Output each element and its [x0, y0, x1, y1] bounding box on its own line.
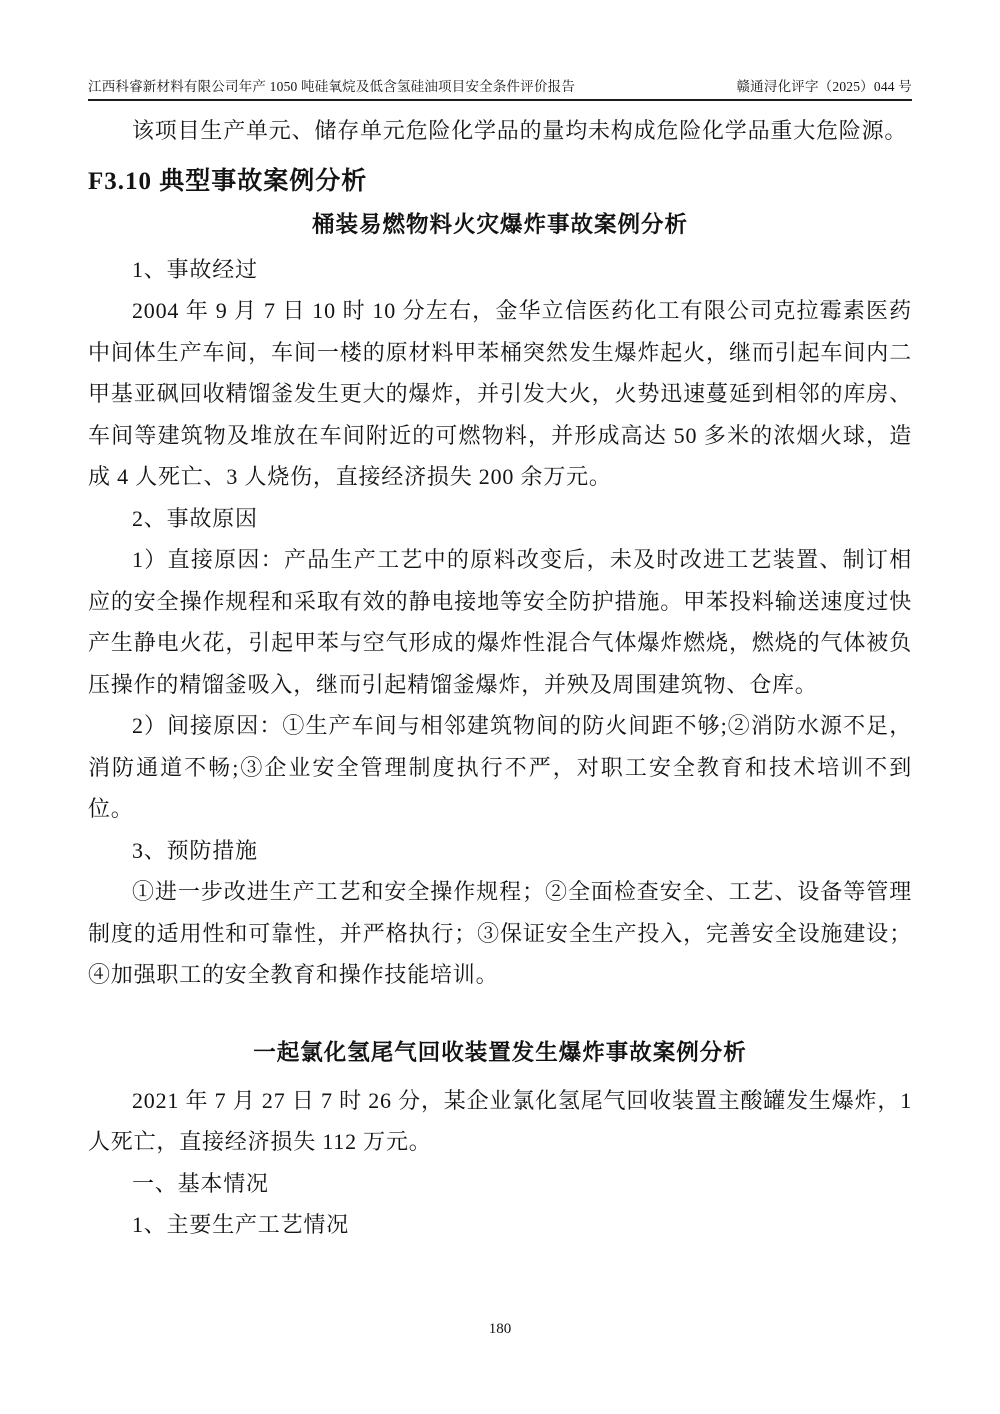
case1-accident-course-label: 1、事故经过 [132, 256, 258, 282]
case1-direct-cause-text: 1）直接原因：产品生产工艺中的原料改变后，未及时改进工艺装置、制订相应的安全操作规程和采取有效的静电接地等安全防护措施。甲苯投料输送速度过快产生静电火花，引起甲苯与空气形成的爆炸性混合气体爆炸燃烧，燃烧的气体被负压操作的精馏釜吸入，继而引起精馏釜爆炸，并殃及周围建筑物、仓库。 [88, 547, 912, 697]
case1-prevention-text: ①进一步改进生产工艺和安全操作规程；②全面检查安全、工艺、设备等管理制度的适用性和可靠性，并严格执行；③保证安全生产投入，完善安全设施建设；④加强职工的安全教育和操作技能培训。 [88, 879, 912, 987]
document-body [88, 110, 912, 1246]
case2-process-label: 1、主要生产工艺情况 [132, 1212, 350, 1237]
header-left-title: 江西科睿新材料有限公司年产 1050 吨硅氧烷及低含氢硅油项目安全条件评价报告 [88, 79, 576, 94]
case1-indirect-cause-text: 2）间接原因：①生产车间与相邻建筑物间的防火间距不够;②消防水源不足，消防通道不畅;③企业安全管理制度执行不严，对职工安全教育和技术培训不到位。 [88, 713, 912, 821]
case2-intro-text: 2021 年 7 月 27 日 7 时 26 分，某企业氯化氢尾气回收装置主酸罐发生爆炸，1 人死亡，直接经济损失 112 万元。 [88, 1087, 912, 1154]
case2-title: 一起氯化氢尾气回收装置发生爆炸事故案例分析 [253, 1039, 747, 1065]
header-right-title: 赣通浔化评字（2025）044 号 [736, 79, 912, 94]
case1-title: 桶装易燃物料火灾爆炸事故案例分析 [311, 211, 688, 237]
case1-accident-course-text: 2004 年 9 月 7 日 10 时 10 分左右，金华立信医药化工有限公司克拉霉素医药中间体生产车间，车间一楼的原材料甲苯桶突然发生爆炸起火，继而引起车间内二甲基亚砜回收精馏釜发生更大的爆炸，并引发大火，火势迅速蔓延到相邻的库房、车间等建筑物及堆放在车间附近的可燃物料，并形成高达 50 多米的浓烟火球，造成 4 人死亡、3 人烧伤，直接经济损失 200 余万元。 [88, 298, 912, 489]
case1-prevention-label: 3、预防措施 [132, 837, 258, 863]
case1-accident-cause-label: 2、事故原因 [132, 505, 258, 531]
page-footer [0, 1321, 1000, 1338]
section-heading-f3-10: F3.10 典型事故案例分析 [88, 167, 368, 195]
case2-basic-situation-label: 一、基本情况 [132, 1170, 269, 1196]
page-header [88, 78, 912, 101]
intro-paragraph: 该项目生产单元、储存单元危险化学品的量均未构成危险化学品重大危险源。 [132, 118, 908, 143]
page-number: 180 [488, 1321, 512, 1337]
